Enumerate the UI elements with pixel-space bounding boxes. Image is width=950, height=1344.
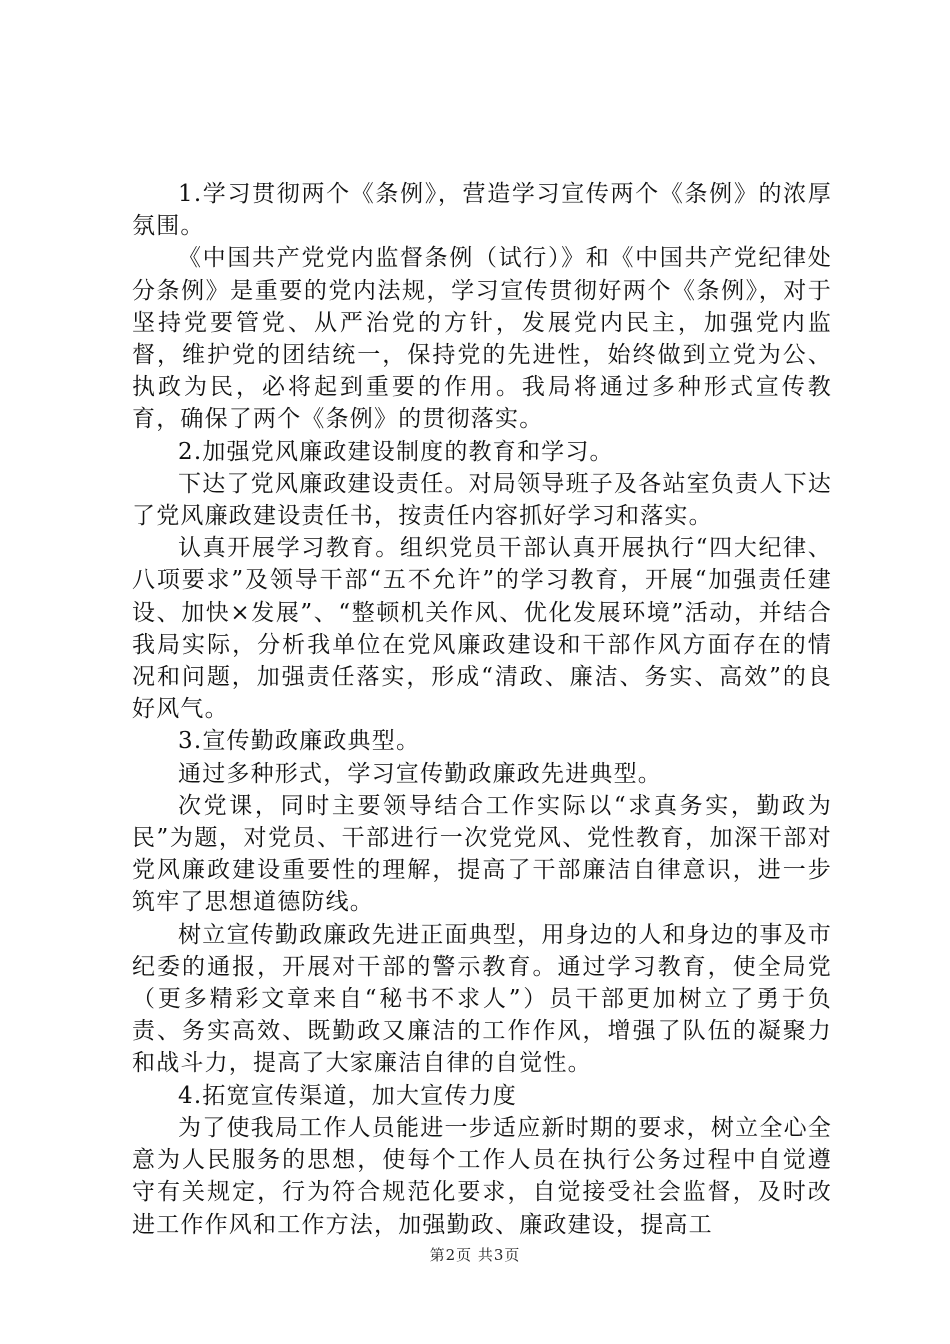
body-paragraph: 树立宣传勤政廉政先进正面典型，用身边的人和身边的事及市纪委的通报，开展对干部的警示教育。通过学习教育，使全局党（更多精彩文章来自“秘书不求人”）员干部更加树立了勇于负责、务实高效、既勤政又廉洁的工作作风，增强了队伍的凝聚力和战斗力，提高了大家廉洁自律的自觉性。 [132, 921, 832, 1077]
body-paragraph: 通过多种形式，学习宣传勤政廉政先进典型。 [178, 760, 662, 787]
section-heading-1: 1.学习贯彻两个《条例》，营造学习宣传两个《条例》的浓厚氛围。 [132, 181, 832, 240]
body-paragraph: 为了使我局工作人员能进一步适应新时期的要求，树立全心全意为人民服务的思想，使每个工作人员在执行公务过程中自觉遵守有关规定，行为符合规范化要求，自觉接受社会监督，及时改进工作作风和工作方法，加强勤政、廉政建设，提高工 [132, 1114, 832, 1238]
section-heading-3: 3.宣传勤政廉政典型。 [178, 728, 421, 755]
body-paragraph: 认真开展学习教育。组织党员干部认真开展执行“四大纪律、八项要求”及领导干部“五不允许”的学习教育，开展“加强责任建设、加快×发展”、“整顿机关作风、优化发展环境”活动，并结合我局实际，分析我单位在党风廉政建设和干部作风方面存在的情况和问题，加强责任落实，形成“清政、廉洁、务实、高效”的良好风气。 [132, 535, 832, 723]
section-heading-2: 2.加强党风廉政建设制度的教育和学习。 [178, 438, 614, 465]
body-paragraph: 下达了党风廉政建设责任。对局领导班子及各站室负责人下达了党风廉政建设责任书，按责任内容抓好学习和落实。 [132, 470, 832, 530]
body-paragraph: 《中国共产党党内监督条例（试行）》和《中国共产党纪律处分条例》是重要的党内法规，学习宣传贯彻好两个《条例》，对于坚持党要管党、从严治党的方针，发展党内民主，加强党内监督，维护党的团结统一，保持党的先进性，始终做到立党为公、执政为民，必将起到重要的作用。我局将通过多种形式宣传教育，确保了两个《条例》的贯彻落实。 [132, 245, 832, 433]
section-heading-4: 4.拓宽宣传渠道，加大宣传力度 [178, 1082, 517, 1109]
document-body [132, 178, 832, 1241]
body-paragraph: 次党课，同时主要领导结合工作实际以“求真务实，勤政为民”为题，对党员、干部进行一次党党风、党性教育，加深干部对党风廉政建设重要性的理解，提高了干部廉洁自律意识，进一步筑牢了思想道德防线。 [132, 792, 832, 916]
page-number-footer: 第2页 共3页 [429, 1246, 521, 1264]
